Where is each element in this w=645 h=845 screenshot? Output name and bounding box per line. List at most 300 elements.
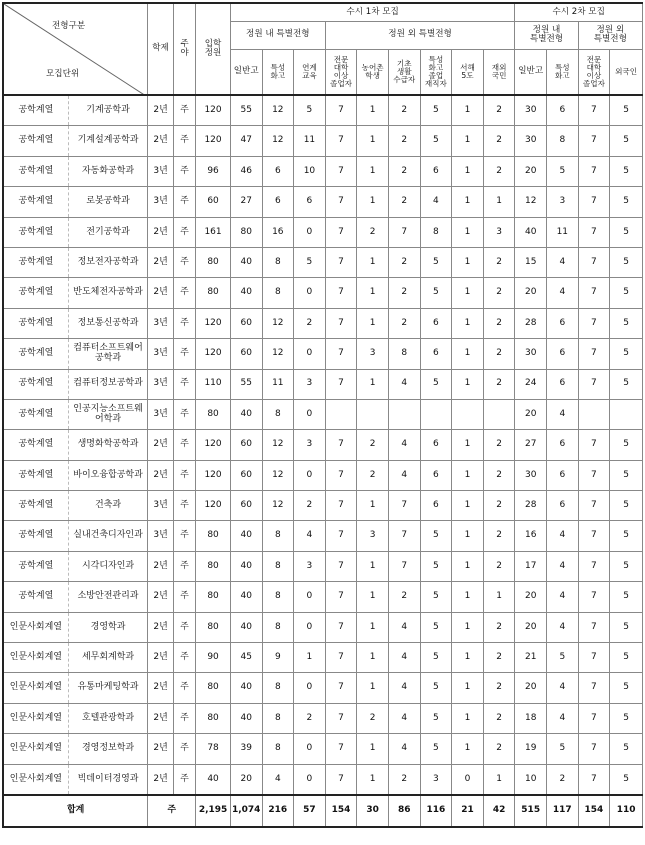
row-quota: 90 (196, 643, 231, 673)
row-r1-grad: 7 (325, 156, 357, 186)
row-quota: 80 (196, 703, 231, 733)
row-category: 인문사회계열 (3, 703, 68, 733)
row-r1-island: 1 (452, 126, 484, 156)
header-r2-out-quota: 정원 외 특별전형 (578, 21, 642, 49)
row-r1-farm: 2 (357, 217, 389, 247)
row-r2-grad: 7 (578, 612, 610, 642)
row-r2-special-hs: 2 (547, 764, 579, 795)
row-r2-general: 15 (515, 247, 547, 277)
row-r1-basic: 4 (388, 430, 420, 460)
header-r1-in-quota: 정원 내 특별전형 (230, 21, 325, 49)
row-r1-basic: 4 (388, 460, 420, 490)
total-day-night: 주 (148, 795, 196, 827)
row-system: 2년 (148, 582, 173, 612)
row-r1-basic: 7 (388, 521, 420, 551)
row-r2-general: 27 (515, 430, 547, 460)
header-corner (3, 3, 148, 95)
row-r1-farm: 1 (357, 582, 389, 612)
row-system: 2년 (148, 430, 173, 460)
row-r1-grad: 7 (325, 187, 357, 217)
row-r1-island: 1 (452, 703, 484, 733)
row-r1-grad: 7 (325, 764, 357, 795)
row-r1-linked: 0 (294, 278, 326, 308)
row-r2-grad: 7 (578, 764, 610, 795)
row-r1-overseas: 3 (483, 217, 515, 247)
total-row (3, 795, 643, 827)
row-category: 공학계열 (3, 308, 68, 338)
row-day-night: 주 (173, 703, 195, 733)
row-r1-overseas: 2 (483, 95, 515, 126)
row-system: 2년 (148, 551, 173, 581)
row-r1-general: 55 (230, 95, 262, 126)
row-r1-linked: 4 (294, 521, 326, 551)
header-category-label: 전형구분 (52, 21, 86, 31)
row-r2-foreign: 5 (610, 278, 643, 308)
row-quota: 80 (196, 612, 231, 642)
row-r1-basic: 7 (388, 217, 420, 247)
row-quota: 120 (196, 430, 231, 460)
row-r1-island (452, 399, 484, 429)
table-row (3, 95, 643, 126)
col-r2-grad: 전문 대학 이상 졸업자 (578, 49, 610, 95)
row-quota: 120 (196, 308, 231, 338)
row-r2-grad: 7 (578, 247, 610, 277)
row-r1-overseas: 2 (483, 278, 515, 308)
row-department: 소방안전관리과 (68, 582, 148, 612)
row-r1-special-hs: 12 (262, 460, 294, 490)
row-r2-general: 28 (515, 491, 547, 521)
row-r1-grad: 7 (325, 612, 357, 642)
row-system: 3년 (148, 521, 173, 551)
row-r1-grad: 7 (325, 369, 357, 399)
row-r1-grad: 7 (325, 734, 357, 764)
row-r1-special-grad: 5 (420, 612, 452, 642)
row-department: 빅데이터경영과 (68, 764, 148, 795)
row-quota: 120 (196, 95, 231, 126)
row-r2-general: 24 (515, 369, 547, 399)
row-r1-general: 20 (230, 764, 262, 795)
row-r2-grad: 7 (578, 278, 610, 308)
row-r2-special-hs: 4 (547, 551, 579, 581)
row-r1-island: 1 (452, 187, 484, 217)
row-category: 인문사회계열 (3, 734, 68, 764)
col-r2-foreign: 외국인 (610, 49, 643, 95)
table-row (3, 673, 643, 703)
row-r1-farm: 1 (357, 612, 389, 642)
row-category: 공학계열 (3, 247, 68, 277)
row-r2-foreign: 5 (610, 703, 643, 733)
row-r1-island: 1 (452, 156, 484, 186)
table-row (3, 734, 643, 764)
row-r1-grad: 7 (325, 95, 357, 126)
table-row (3, 156, 643, 186)
row-r1-overseas: 2 (483, 491, 515, 521)
row-r2-foreign: 5 (610, 460, 643, 490)
row-r2-general: 19 (515, 734, 547, 764)
row-r1-basic: 2 (388, 95, 420, 126)
row-r2-foreign: 5 (610, 491, 643, 521)
row-r1-overseas: 2 (483, 703, 515, 733)
row-r1-special-hs: 12 (262, 339, 294, 369)
row-r1-special-hs: 12 (262, 95, 294, 126)
row-r1-special-grad: 6 (420, 156, 452, 186)
row-r2-special-hs: 5 (547, 734, 579, 764)
row-r1-linked: 1 (294, 643, 326, 673)
row-r1-grad: 7 (325, 460, 357, 490)
row-r2-grad: 7 (578, 582, 610, 612)
row-category: 공학계열 (3, 460, 68, 490)
row-r1-grad: 7 (325, 551, 357, 581)
row-r1-basic: 4 (388, 612, 420, 642)
row-system: 3년 (148, 156, 173, 186)
row-r2-general: 12 (515, 187, 547, 217)
row-r1-basic: 2 (388, 187, 420, 217)
header-r2-in-quota: 정원 내 특별전형 (515, 21, 578, 49)
row-quota: 120 (196, 126, 231, 156)
row-r1-grad (325, 399, 357, 429)
row-r1-general: 40 (230, 278, 262, 308)
row-category: 인문사회계열 (3, 764, 68, 795)
row-r1-overseas: 2 (483, 521, 515, 551)
row-r1-overseas: 2 (483, 460, 515, 490)
total-r2-special-hs: 117 (547, 795, 579, 827)
row-r2-special-hs: 6 (547, 339, 579, 369)
row-r2-foreign: 5 (610, 643, 643, 673)
table-row (3, 430, 643, 460)
row-r2-grad: 7 (578, 491, 610, 521)
row-r1-linked: 0 (294, 339, 326, 369)
row-r1-overseas: 2 (483, 612, 515, 642)
row-r2-grad: 7 (578, 521, 610, 551)
row-r1-special-grad: 4 (420, 187, 452, 217)
table-row (3, 187, 643, 217)
row-r1-basic: 4 (388, 673, 420, 703)
row-r1-island: 1 (452, 734, 484, 764)
row-system: 2년 (148, 764, 173, 795)
row-quota: 120 (196, 339, 231, 369)
row-r1-special-grad: 6 (420, 491, 452, 521)
row-category: 공학계열 (3, 551, 68, 581)
row-r1-general: 60 (230, 308, 262, 338)
table-row (3, 491, 643, 521)
row-quota: 120 (196, 460, 231, 490)
row-r1-farm: 3 (357, 521, 389, 551)
row-system: 2년 (148, 643, 173, 673)
row-department: 로봇공학과 (68, 187, 148, 217)
row-r2-general: 30 (515, 126, 547, 156)
row-r1-special-grad: 5 (420, 582, 452, 612)
row-r1-overseas: 2 (483, 673, 515, 703)
table-row (3, 399, 643, 429)
row-r1-special-grad: 8 (420, 217, 452, 247)
row-r1-overseas: 2 (483, 734, 515, 764)
row-r1-special-hs: 12 (262, 308, 294, 338)
row-r1-special-hs: 12 (262, 126, 294, 156)
row-r2-grad: 7 (578, 187, 610, 217)
row-r1-special-hs: 4 (262, 764, 294, 795)
row-r1-special-grad: 5 (420, 551, 452, 581)
row-r2-grad: 7 (578, 551, 610, 581)
row-category: 인문사회계열 (3, 643, 68, 673)
row-r1-linked: 5 (294, 247, 326, 277)
row-department: 호텔관광학과 (68, 703, 148, 733)
row-category: 공학계열 (3, 430, 68, 460)
table-row (3, 369, 643, 399)
row-r2-grad: 7 (578, 95, 610, 126)
row-system: 2년 (148, 247, 173, 277)
row-r1-grad: 7 (325, 247, 357, 277)
row-r1-basic: 2 (388, 247, 420, 277)
row-r2-foreign: 5 (610, 247, 643, 277)
row-r1-island: 1 (452, 247, 484, 277)
row-r1-farm: 1 (357, 734, 389, 764)
row-r1-farm: 3 (357, 339, 389, 369)
row-r1-special-hs: 6 (262, 187, 294, 217)
row-r1-general: 60 (230, 430, 262, 460)
row-r1-special-grad: 5 (420, 95, 452, 126)
row-r1-linked: 3 (294, 551, 326, 581)
row-r2-grad: 7 (578, 673, 610, 703)
row-quota: 110 (196, 369, 231, 399)
row-r2-general: 30 (515, 339, 547, 369)
row-department: 건축과 (68, 491, 148, 521)
row-r2-special-hs: 6 (547, 369, 579, 399)
col-r1-basic: 기초 생활 수급자 (388, 49, 420, 95)
row-r1-basic (388, 399, 420, 429)
row-r2-grad: 7 (578, 703, 610, 733)
total-r1-special-hs: 216 (262, 795, 294, 827)
row-quota: 60 (196, 187, 231, 217)
total-quota: 2,195 (196, 795, 231, 827)
row-r1-farm: 1 (357, 95, 389, 126)
row-r2-grad: 7 (578, 156, 610, 186)
row-r1-basic: 4 (388, 734, 420, 764)
row-r1-island: 1 (452, 582, 484, 612)
row-r2-foreign: 5 (610, 95, 643, 126)
row-r2-general: 20 (515, 278, 547, 308)
row-category: 공학계열 (3, 156, 68, 186)
row-category: 공학계열 (3, 582, 68, 612)
row-r2-grad (578, 399, 610, 429)
row-r1-general: 40 (230, 673, 262, 703)
row-quota: 80 (196, 247, 231, 277)
row-quota: 80 (196, 399, 231, 429)
corner-diagonal-line (4, 4, 146, 95)
col-r1-linked: 연계 교육 (294, 49, 326, 95)
row-r2-special-hs: 8 (547, 126, 579, 156)
row-r2-grad: 7 (578, 217, 610, 247)
row-r1-general: 40 (230, 521, 262, 551)
row-r1-general: 39 (230, 734, 262, 764)
row-r1-grad: 7 (325, 673, 357, 703)
row-r1-special-hs: 12 (262, 430, 294, 460)
row-r2-special-hs: 5 (547, 156, 579, 186)
row-r2-foreign: 5 (610, 521, 643, 551)
row-r2-special-hs: 4 (547, 612, 579, 642)
row-r1-farm: 1 (357, 764, 389, 795)
row-r1-farm: 2 (357, 703, 389, 733)
row-r2-special-hs: 6 (547, 430, 579, 460)
header-round1: 수시 1차 모집 (230, 3, 515, 21)
header-r1-out-quota: 정원 외 특별전형 (325, 21, 515, 49)
row-r1-grad: 7 (325, 643, 357, 673)
row-day-night: 주 (173, 217, 195, 247)
row-r2-foreign: 5 (610, 430, 643, 460)
row-quota: 40 (196, 764, 231, 795)
row-quota: 80 (196, 673, 231, 703)
col-r1-farm: 농어촌 학생 (357, 49, 389, 95)
row-r2-special-hs: 6 (547, 95, 579, 126)
row-r1-farm: 1 (357, 247, 389, 277)
row-r2-foreign: 5 (610, 308, 643, 338)
row-category: 공학계열 (3, 187, 68, 217)
row-r1-grad: 7 (325, 703, 357, 733)
row-r1-farm: 1 (357, 278, 389, 308)
table-row (3, 339, 643, 369)
row-r1-special-grad: 5 (420, 734, 452, 764)
row-r2-special-hs: 11 (547, 217, 579, 247)
row-system: 2년 (148, 612, 173, 642)
row-system: 2년 (148, 217, 173, 247)
row-day-night: 주 (173, 673, 195, 703)
table-row (3, 278, 643, 308)
row-r1-overseas: 2 (483, 430, 515, 460)
row-r1-farm: 2 (357, 460, 389, 490)
row-day-night: 주 (173, 521, 195, 551)
row-r2-general: 10 (515, 764, 547, 795)
header-unit-label: 모집단위 (46, 69, 80, 79)
row-r2-general: 20 (515, 612, 547, 642)
row-r1-farm: 1 (357, 369, 389, 399)
row-r1-farm: 1 (357, 187, 389, 217)
total-r1-farm: 30 (357, 795, 389, 827)
row-r1-linked: 11 (294, 126, 326, 156)
col-r1-grad: 전문 대학 이상 졸업자 (325, 49, 357, 95)
row-r2-special-hs: 4 (547, 582, 579, 612)
row-day-night: 주 (173, 369, 195, 399)
total-r2-grad: 154 (578, 795, 610, 827)
row-r1-farm: 1 (357, 491, 389, 521)
row-r1-linked: 0 (294, 673, 326, 703)
row-r1-special-hs: 8 (262, 247, 294, 277)
row-quota: 96 (196, 156, 231, 186)
row-r1-special-hs: 8 (262, 582, 294, 612)
row-category: 공학계열 (3, 95, 68, 126)
row-day-night: 주 (173, 278, 195, 308)
row-r1-overseas: 1 (483, 187, 515, 217)
row-r1-linked: 0 (294, 460, 326, 490)
row-r1-special-hs: 8 (262, 399, 294, 429)
row-r1-linked: 5 (294, 95, 326, 126)
row-r1-island: 1 (452, 217, 484, 247)
row-r2-general: 20 (515, 673, 547, 703)
row-r1-basic: 7 (388, 551, 420, 581)
row-r1-farm: 1 (357, 156, 389, 186)
row-category: 인문사회계열 (3, 612, 68, 642)
row-r2-general: 20 (515, 156, 547, 186)
total-r1-general: 1,074 (230, 795, 262, 827)
row-r1-grad: 7 (325, 521, 357, 551)
row-r1-special-hs: 8 (262, 612, 294, 642)
row-r1-island: 1 (452, 612, 484, 642)
row-r2-foreign: 5 (610, 764, 643, 795)
row-day-night: 주 (173, 430, 195, 460)
row-r1-special-grad: 5 (420, 369, 452, 399)
row-category: 공학계열 (3, 217, 68, 247)
row-r1-grad: 7 (325, 491, 357, 521)
row-department: 반도체전자공학과 (68, 278, 148, 308)
row-system: 3년 (148, 339, 173, 369)
row-department: 인공지능소프트웨 어학과 (68, 399, 148, 429)
row-department: 실내건축디자인과 (68, 521, 148, 551)
row-r1-special-grad: 5 (420, 247, 452, 277)
table-row (3, 582, 643, 612)
row-department: 기계설계공학과 (68, 126, 148, 156)
row-department: 시각디자인과 (68, 551, 148, 581)
row-r1-farm: 2 (357, 430, 389, 460)
row-r1-farm: 1 (357, 308, 389, 338)
row-day-night: 주 (173, 126, 195, 156)
row-quota: 80 (196, 278, 231, 308)
header-day-night: 주 야 (173, 3, 195, 95)
row-department: 경영학과 (68, 612, 148, 642)
row-department: 기계공학과 (68, 95, 148, 126)
row-r1-special-grad: 6 (420, 460, 452, 490)
row-r1-overseas: 2 (483, 247, 515, 277)
row-r1-special-hs: 16 (262, 217, 294, 247)
row-r1-linked: 0 (294, 734, 326, 764)
row-system: 2년 (148, 95, 173, 126)
row-category: 인문사회계열 (3, 673, 68, 703)
row-r1-island: 1 (452, 95, 484, 126)
row-system: 2년 (148, 278, 173, 308)
row-r1-basic: 8 (388, 339, 420, 369)
table-row (3, 551, 643, 581)
row-day-night: 주 (173, 460, 195, 490)
row-r1-linked: 6 (294, 187, 326, 217)
header-round2: 수시 2차 모집 (515, 3, 643, 21)
row-r2-foreign: 5 (610, 582, 643, 612)
row-r1-general: 40 (230, 247, 262, 277)
row-r2-general: 30 (515, 95, 547, 126)
row-r1-basic: 4 (388, 369, 420, 399)
row-r1-general: 60 (230, 339, 262, 369)
row-r1-special-hs: 8 (262, 551, 294, 581)
row-r1-farm: 1 (357, 551, 389, 581)
row-system: 2년 (148, 460, 173, 490)
row-category: 공학계열 (3, 339, 68, 369)
row-department: 바이오융합공학과 (68, 460, 148, 490)
row-quota: 80 (196, 582, 231, 612)
row-r1-special-grad (420, 399, 452, 429)
row-r1-overseas: 1 (483, 764, 515, 795)
row-r1-special-hs: 8 (262, 278, 294, 308)
row-r1-island: 1 (452, 308, 484, 338)
row-r1-general: 60 (230, 460, 262, 490)
row-r1-basic: 2 (388, 582, 420, 612)
row-r2-general: 28 (515, 308, 547, 338)
table-row (3, 460, 643, 490)
row-r2-general: 20 (515, 582, 547, 612)
row-r2-grad: 7 (578, 430, 610, 460)
row-r1-special-grad: 5 (420, 278, 452, 308)
table-row (3, 126, 643, 156)
row-r1-island: 1 (452, 521, 484, 551)
row-day-night: 주 (173, 187, 195, 217)
row-department: 경영정보학과 (68, 734, 148, 764)
row-day-night: 주 (173, 95, 195, 126)
row-r2-foreign: 5 (610, 673, 643, 703)
